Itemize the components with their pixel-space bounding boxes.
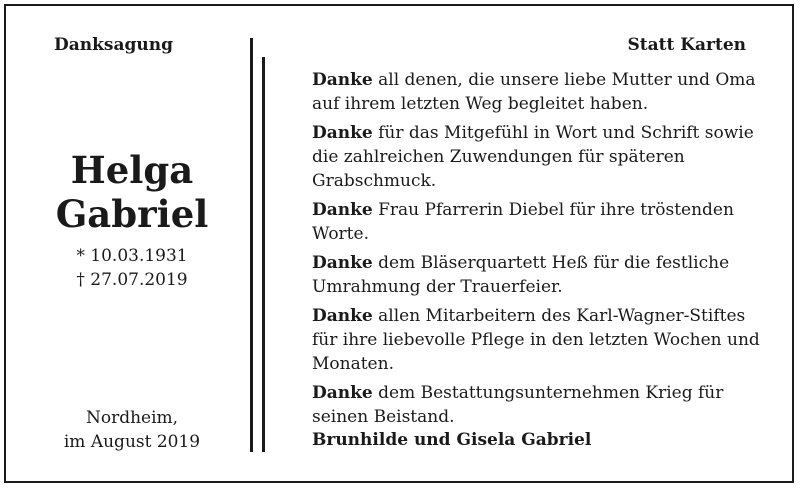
birth-date: * 10.03.1931 [76,246,188,266]
thanks-lead: Danke [312,253,373,273]
notice-heading: Danksagung [54,35,173,55]
deceased-last-name: Gabriel [55,192,209,236]
thanks-item [312,304,762,376]
life-dates [34,244,230,292]
thanks-text: für das Mitgefühl in Wort und Schrift sowie die zahlreichen Zuwendungen für späteren Grabschmuck. [312,123,754,191]
thanks-item [312,198,762,246]
thanks-item [312,251,762,299]
thanks-text: all denen, die unsere liebe Mutter und Oma auf ihrem letzten Weg begleitet haben. [312,70,756,114]
thanks-lead: Danke [312,306,373,326]
deceased-first-name: Helga [70,148,194,192]
place-and-date [34,406,230,454]
signature: Brunhilde und Gisela Gabriel [312,430,592,450]
place-city: Nordheim, [85,408,179,428]
thanks-lead: Danke [312,70,373,90]
thanks-item [312,381,762,429]
death-date: † 27.07.2019 [76,270,188,290]
place-date: im August 2019 [63,432,201,452]
thanks-list [312,68,762,434]
thanks-lead: Danke [312,383,373,403]
thanks-text: allen Mitarbeitern des Karl-Wagner-Stiftes für ihre liebevolle Pflege in den letzten Wochen und Monaten. [312,306,760,374]
thanks-item [312,68,762,116]
thanks-text: dem Bestattungsunternehmen Krieg für seinen Beistand. [312,383,724,427]
thanks-lead: Danke [312,200,373,220]
divider-line-left [250,38,253,452]
thanks-lead: Danke [312,123,373,143]
divider-line-right [262,57,265,452]
thanks-text: Frau Pfarrerin Diebel für ihre tröstenden Worte. [312,200,734,244]
thanks-text: dem Bläserquartett Heß für die festliche Umrahmung der Trauerfeier. [312,253,730,297]
thanks-item [312,121,762,193]
notice-subheading: Statt Karten [627,35,746,55]
